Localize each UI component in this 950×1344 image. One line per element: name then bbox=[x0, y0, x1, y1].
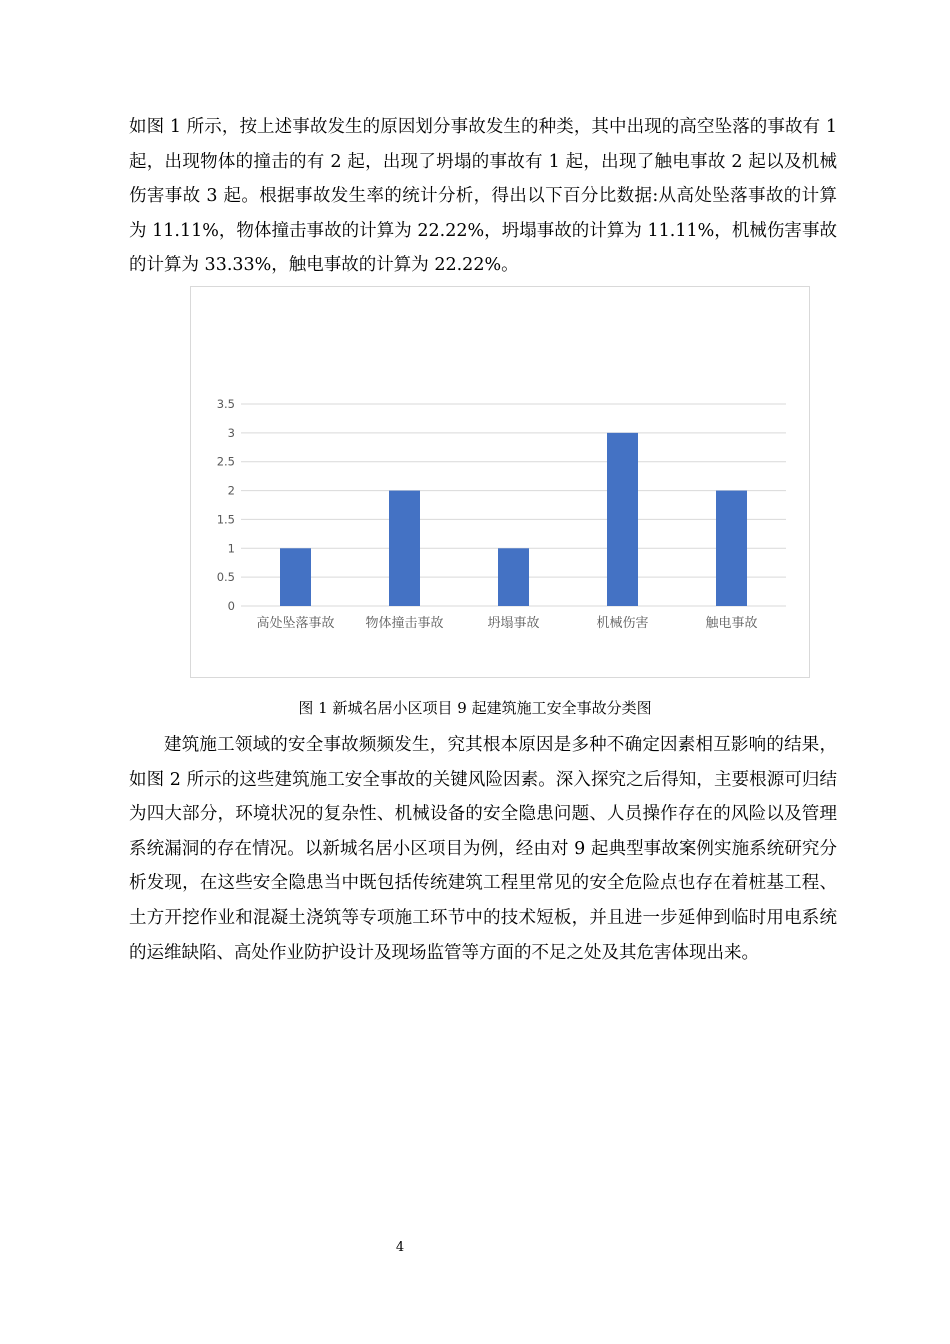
x-category-label: 物体撞击事故 bbox=[365, 616, 444, 631]
bar-2 bbox=[389, 491, 420, 606]
analysis-paragraph: 建筑施工领域的安全事故频频发生，究其根本原因是多种不确定因素相互影响的结果，如图 2 所示的这些建筑施工安全事故的关键风险因素。深入探究之后得知，主要根源可归结为四大部分，环境状况的复杂性、机械设备的安全隐患问题、人员操作存在的风险以及管理系统漏洞的存在情况。以新城名居小区项目为例，经由对 9 起典型事故案例实施系统研究分析发现，在这些安全隐患当中既包括传统建筑工程里常见的安全危险点也存在着桩基工程、土方开挖作业和混凝土浇筑等专项施工环节中的技术短板，并且进一步延伸到临时用电系统的运维缺陷、高处作业防护设计及现场监管等方面的不足之处及其危害体现出来。 bbox=[129, 735, 837, 963]
x-category-label: 高处坠落事故 bbox=[256, 616, 335, 631]
y-tick-label: 3 bbox=[227, 425, 235, 440]
y-tick-label: 1 bbox=[227, 541, 235, 556]
y-tick-label: 2.5 bbox=[216, 454, 235, 469]
y-tick-label: 2 bbox=[227, 483, 235, 498]
figure-caption: 图 1 新城名居小区项目 9 起建筑施工安全事故分类图 bbox=[298, 699, 652, 717]
bar-1 bbox=[280, 548, 311, 606]
x-category-label: 触电事故 bbox=[705, 616, 758, 631]
intro-paragraph: 如图 1 所示，按上述事故发生的原因划分事故发生的种类，其中出现的高空坠落的事故有 1 起，出现物体的撞击的有 2 起，出现了坍塌的事故有 1 起，出现了触电事故 2 起以及机械伤害事故 3 起。根据事故发生率的统计分析，得出以下百分比数据:从高处坠落事故的计算为 11.11%，物体撞击事故的计算为 22.22%，坍塌事故的计算为 11.11%，机械伤害事故的计算为 33.33%，触电事故的计算为 22.22%。 bbox=[129, 117, 837, 276]
x-category-label: 机械伤害 bbox=[596, 616, 649, 631]
y-tick-label: 3.5 bbox=[216, 397, 235, 411]
bar-3 bbox=[498, 548, 529, 606]
bar-5 bbox=[716, 491, 747, 606]
y-tick-label: 1.5 bbox=[216, 512, 235, 527]
bar-4 bbox=[607, 433, 638, 606]
x-category-label: 坍塌事故 bbox=[487, 616, 540, 631]
page-number: 4 bbox=[395, 1240, 405, 1255]
chart-canvas bbox=[191, 287, 811, 679]
y-tick-label: 0.5 bbox=[216, 570, 235, 585]
bar-chart bbox=[190, 286, 810, 678]
y-tick-label: 0 bbox=[227, 599, 235, 613]
